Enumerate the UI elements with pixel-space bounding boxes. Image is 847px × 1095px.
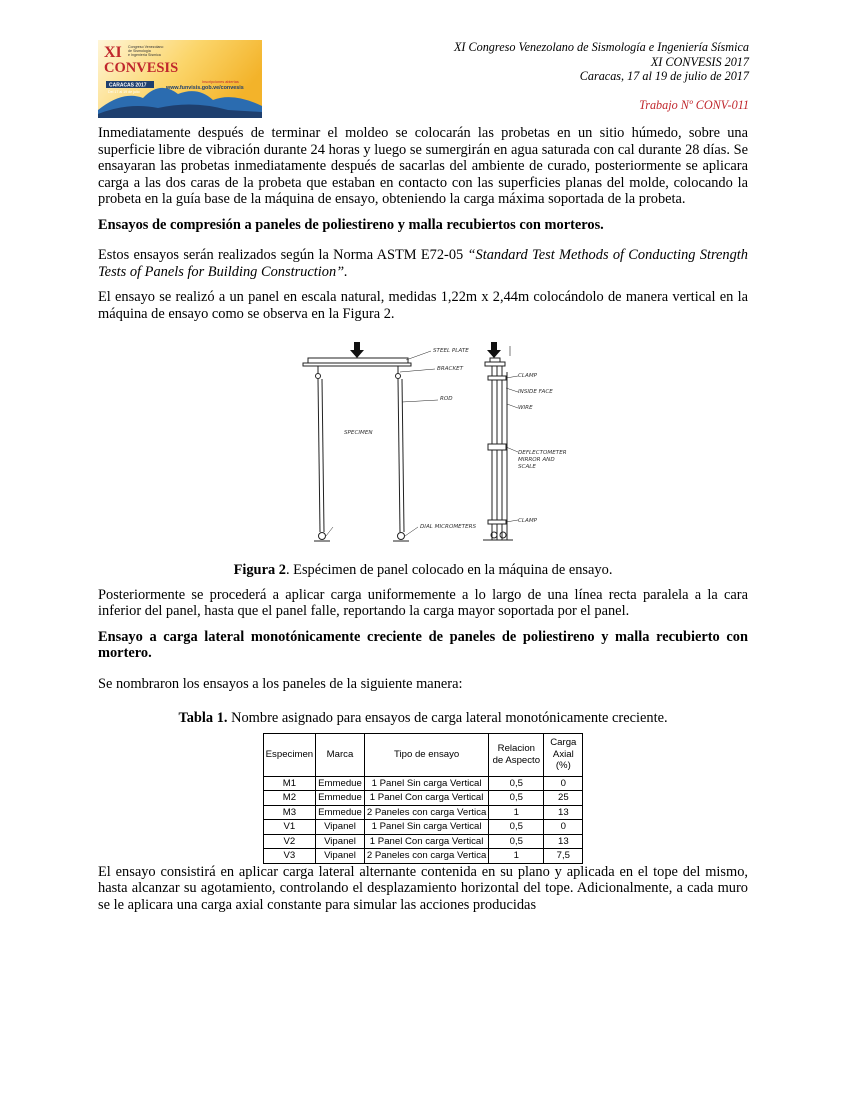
figure-2 xyxy=(98,342,748,557)
col-tipo: Tipo de ensayo xyxy=(364,733,488,776)
svg-text:CARACAS 2017: CARACAS 2017 xyxy=(109,82,147,89)
svg-text:Del 17 al 19 de julio: Del 17 al 19 de julio xyxy=(108,90,140,94)
svg-text:www.funvisis.gob.ve/convesis: www.funvisis.gob.ve/convesis xyxy=(166,85,244,91)
table-row: M2 Emmedue 1 Panel Con carga Vertical 0,5 25 xyxy=(263,791,583,806)
convesis-logo xyxy=(98,40,262,118)
svg-text:Inscripciones abiertas: Inscripciones abiertas xyxy=(202,80,239,84)
col-relacion: Relacion de Aspecto xyxy=(489,733,544,776)
table-row: M1 Emmedue 1 Panel Sin carga Vertical 0,5 0 xyxy=(263,776,583,791)
figure-caption: Figura 2. Espécimen de panel colocado en la máquina de ensayo. xyxy=(233,562,613,578)
svg-text:INSIDE FACE: INSIDE FACE xyxy=(518,389,553,395)
svg-text:BRACKET: BRACKET xyxy=(437,366,464,372)
svg-text:DEFLECTOMETER: DEFLECTOMETER xyxy=(518,450,567,456)
header-conference: XI Congreso Venezolano de Sismología e Ingeniería Sísmica xyxy=(453,40,749,54)
svg-text:WIRE: WIRE xyxy=(518,405,533,411)
header-dates: Caracas, 17 al 19 de julio de 2017 xyxy=(579,69,749,83)
tests-table xyxy=(263,733,584,864)
paper-body xyxy=(98,125,748,922)
page-header xyxy=(454,40,749,112)
table-row: V2 Vipanel 1 Panel Con carga Vertical 0,5 13 xyxy=(263,834,583,849)
svg-text:SPECIMEN: SPECIMEN xyxy=(344,430,373,436)
table-row: V1 Vipanel 1 Panel Sin carga Vertical 0,5 0 xyxy=(263,820,583,835)
svg-text:e Ingeniería Sísmica: e Ingeniería Sísmica xyxy=(128,53,161,57)
table-header-row xyxy=(263,733,583,776)
col-carga-axial: Carga Axial (%) xyxy=(544,733,583,776)
svg-text:de Sismología: de Sismología xyxy=(128,49,151,53)
paragraph-load-application: Posteriormente se procederá a aplicar carga uniformemente a lo largo de una línea recta paralela a la cara inferior del panel, hasta que el panel falle, reportando la carga mayor soportada por el panel. xyxy=(98,586,748,619)
svg-text:CLAMP: CLAMP xyxy=(518,373,538,379)
svg-text:CLAMP: CLAMP xyxy=(518,518,538,524)
svg-text:ROD: ROD xyxy=(440,396,453,402)
svg-text:SCALE: SCALE xyxy=(518,464,536,470)
col-marca: Marca xyxy=(316,733,365,776)
header-paper-number: Trabajo Nº CONV-011 xyxy=(639,97,749,112)
logo-name: CONVESIS xyxy=(104,60,179,76)
svg-text:MIRROR AND: MIRROR AND xyxy=(518,457,555,463)
table-row: M3 Emmedue 2 Paneles con carga Vertica 1 13 xyxy=(263,805,583,820)
paragraph-test-description: El ensayo consistirá en aplicar carga lateral alternante contenida en su plano y aplicada en el tope del mismo, hasta alcanzar su agotamiento, controlando el desplazamiento horizontal del tope. Adicionalmente, a cada muro se le aplicara una carga axial constante para simular las acciones producidas xyxy=(98,863,748,913)
paragraph-panel-test: El ensayo se realizó a un panel en escala natural, medidas 1,22m x 2,44m colocándolo de manera vertical en la máquina de ensayo como se observa en la Figura 2. xyxy=(98,289,748,322)
svg-text:DIAL MICROMETERS: DIAL MICROMETERS xyxy=(420,524,477,530)
test-setup-drawing xyxy=(98,342,748,557)
header-edition: XI CONVESIS 2017 xyxy=(650,54,749,69)
col-especimen: Especimen xyxy=(263,733,315,776)
section-heading-compression: Ensayos de compresión a paneles de poliestireno y malla recubiertos con morteros. xyxy=(98,216,604,233)
svg-text:Congreso Venezolano: Congreso Venezolano xyxy=(128,45,164,49)
table-row: V3 Vipanel 2 Paneles con carga Vertica 1 7,5 xyxy=(263,849,583,864)
paragraph-curing: Inmediatamente después de terminar el moldeo se colocarán las probetas en un sitio húmedo, sobre una superficie libre de vibración durante 24 horas y luego se sumergirán en agua saturada con cal durante 28 días. Se ensayaran las probetas inmediatamente después de sacarlas del ambiente de curado, posteriormente se aplicara carga a las dos caras de la probeta que estaban en contacto con las superficies planas del molde, colocando la probeta en la guía base de la máquina de ensayo, obteniendo la carga máxima soportada de la probeta. xyxy=(98,125,748,207)
logo-roman: XI xyxy=(104,44,122,61)
paragraph-naming: Se nombraron los ensayos a los paneles de la siguiente manera: xyxy=(98,675,463,692)
table-caption: Tabla 1. Nombre asignado para ensayos de carga lateral monotónicamente creciente. xyxy=(178,710,668,726)
svg-text:STEEL PLATE: STEEL PLATE xyxy=(433,348,469,354)
section-heading-lateral-load: Ensayo a carga lateral monotónicamente creciente de paneles de poliestireno y malla recubierto con mortero. xyxy=(98,628,748,661)
paragraph-astm: Estos ensayos serán realizados según la Norma ASTM E72-05 “Standard Test Methods of Conducting Strength Tests of Panels for Building Construction”. xyxy=(98,247,748,280)
